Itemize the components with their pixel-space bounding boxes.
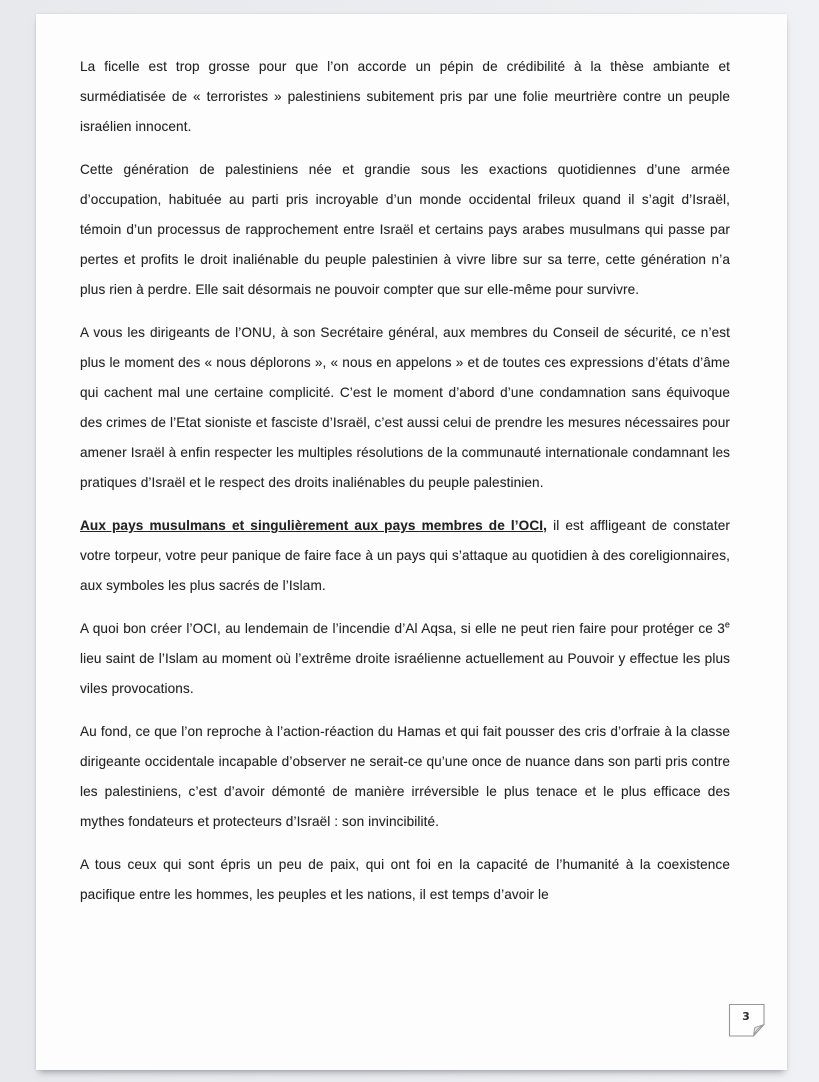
paragraph-text-after-sup: lieu saint de l’Islam au moment où l’extrême droite israélienne actuellement au Pouvoir y effectue les plus viles provocations. xyxy=(80,651,730,696)
paragraph-text-before-sup: A quoi bon créer l’OCI, au lendemain de l’incendie d’Al Aqsa, si elle ne peut rien faire pour protéger ce 3 xyxy=(80,621,725,636)
paragraph-text: A vous les dirigeants de l’ONU, à son Secrétaire général, aux membres du Conseil de sécurité, ce n’est plus le moment des « nous déplorons », « nous en appelons » et de toutes ces expressions d’états d’âme qui cachent mal une certaine complicité. C’est le moment d’abord d’une condamnation sans équivoque des crimes de l’Etat sioniste et fasciste d’Israël, c’est aussi celui de prendre les mesures nécessaires pour amener Israël à enfin respecter les multiples résolutions de la communauté internationale condamnant les pratiques d’Israël et le respect des droits inaliénables du peuple palestinien. xyxy=(80,325,730,490)
page-curl-icon xyxy=(728,1003,766,1038)
document-page xyxy=(36,14,787,1070)
paragraph-paix xyxy=(80,850,730,910)
page-number-badge xyxy=(728,1003,766,1038)
paragraph-text: il est affligeant de constater votre torpeur, votre peur panique de faire face à un pays qui s’attaque au quotidien à des coreligionnaires, aux symboles les plus sacrés de l’Islam. xyxy=(80,518,730,593)
paragraph-onu xyxy=(80,318,730,498)
paragraph-generation xyxy=(80,155,730,305)
paragraph-hamas xyxy=(80,717,730,837)
paragraph-text: A tous ceux qui sont épris un peu de paix, qui ont foi en la capacité de l’humanité à la coexistence pacifique entre les hommes, les peuples et les nations, il est temps d’avoir le xyxy=(80,857,730,902)
paragraph-text: Au fond, ce que l’on reproche à l’action-réaction du Hamas et qui fait pousser des cris d’orfraie à la classe dirigeante occidentale incapable d’observer ne serait-ce qu’une once de nuance dans son parti pris contre les palestiniens, c’est d’avoir démonté de manière irréversible le plus tenace et le plus efficace des mythes fondateurs et protecteurs d’Israël : son invincibilité. xyxy=(80,724,730,829)
paragraph-ficelle xyxy=(80,52,730,142)
paragraph-pays-musulmans xyxy=(80,511,730,601)
paragraph-text: Cette génération de palestiniens née et grandie sous les exactions quotidiennes d’une armée d’occupation, habituée au parti pris incroyable d’un monde occidental frileux quand il s’agit d’Israël, témoin d’un processus de rapprochement entre Israël et certains pays arabes musulmans qui passe par pertes et profits le droit inaliénable du peuple palestinien à vivre libre sur sa terre, cette génération n’a plus rien à perdre. Elle sait désormais ne pouvoir compter que sur elle-même pour survivre. xyxy=(80,162,730,297)
page-body-text xyxy=(80,52,730,923)
paragraph-oci xyxy=(80,614,730,704)
bold-underlined-lead: Aux pays musulmans et singulièrement aux pays membres de l’OCI, xyxy=(80,518,548,533)
ordinal-superscript: e xyxy=(724,619,730,630)
paragraph-text: La ficelle est trop grosse pour que l’on accorde un pépin de crédibilité à la thèse ambiante et surmédiatisée de « terroristes » palestiniens subitement pris par une folie meurtrière contre un peuple israélien innocent. xyxy=(80,59,730,134)
page-number: 3 xyxy=(742,1010,750,1023)
